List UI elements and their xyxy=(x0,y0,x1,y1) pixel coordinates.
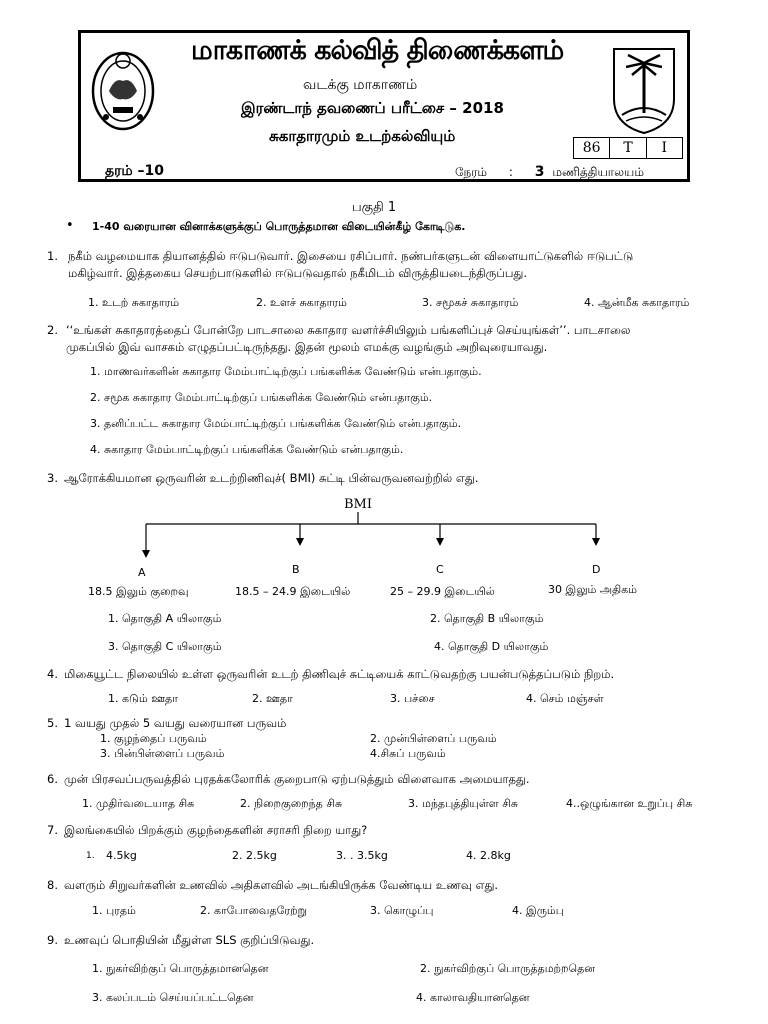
q7-text-line1: இலங்கையில் பிறக்கும் குழந்தைகளின் சராசரி நிறை யாது? xyxy=(64,823,368,837)
q7-option[interactable]: 2. 2.5kg xyxy=(232,849,277,862)
q8-text-line1: வளரும் சிறுவர்களின் உணவில் அதிகளவில் அடங்கியிருக்க வேண்டிய உணவு எது. xyxy=(64,878,499,892)
time-value: 3 xyxy=(534,164,545,180)
branch-arrow-d xyxy=(592,538,600,546)
q7-number: 7. xyxy=(47,823,58,837)
branch-label-a: A xyxy=(138,566,146,579)
exam-name: இரண்டாந் தவணைப் பரீட்சை – 2018 xyxy=(241,99,504,117)
q5-text-line1: 1 வயது முதல் 5 வயது வரையான பருவம் xyxy=(64,716,287,730)
q2-number: 2. xyxy=(47,323,58,337)
branch-arrow-b xyxy=(296,538,304,546)
paper-code-number: 86 xyxy=(574,138,610,158)
q1-text-line1: நகீம் வழமையாக தியானத்தில் ஈடுபடுவார். இசையை ரசிப்பார். நண்பர்களுடன் விளையாட்டுகளில் ஈடுபட்டு xyxy=(68,249,634,263)
range-label-c: 25 – 29.9 இடையில் xyxy=(390,585,495,598)
government-emblem-logo xyxy=(89,47,157,131)
q5-number: 5. xyxy=(47,716,58,730)
range-label-d: 30 இலும் அதிகம் xyxy=(548,583,637,596)
instruction: 1-40 வரையான வினாக்களுக்குப் பொருத்தமான விடையின்கீழ் கோடிடுக. xyxy=(92,220,466,233)
q8-option[interactable]: 4. இரும்பு xyxy=(512,904,564,917)
q4-number: 4. xyxy=(47,667,58,681)
q4-option[interactable]: 1. கடும் ஊதா xyxy=(108,692,178,705)
time-label: நேரம் xyxy=(455,165,488,179)
q4-option[interactable]: 2. ஊதா xyxy=(252,692,293,705)
q9-option[interactable]: 4. காலாவதியானதென xyxy=(416,991,530,1004)
q2-option[interactable]: 1. மாணவர்களின் சுகாதார மேம்பாட்டிற்குப் பங்களிக்க வேண்டும் என்பதாகும். xyxy=(90,365,482,378)
q9-text-line1: உணவுப் பொதியின் மீதுள்ள SLS குறிப்பிடுவது. xyxy=(64,933,315,947)
q6-option[interactable]: 2. நிறைகுறைந்த சிசு xyxy=(240,797,343,810)
q9-option[interactable]: 1. நுகர்விற்குப் பொருத்தமானதென xyxy=(92,962,269,975)
branch-label-d: D xyxy=(592,563,601,576)
paper-code-language: T xyxy=(610,138,646,158)
branch-arrow-c xyxy=(436,538,444,546)
q5-option[interactable]: 4.சிசுப் பருவம் xyxy=(370,747,446,760)
q1-option[interactable]: 4. ஆன்மீக சுகாதாரம் xyxy=(584,296,690,309)
bmi-root-label: BMI xyxy=(344,497,372,512)
range-label-a: 18.5 இலும் குறைவு xyxy=(88,585,189,598)
q1-option[interactable]: 1. உடற் சுகாதாரம் xyxy=(88,296,180,309)
q3-option[interactable]: 4. தொகுதி D யிலாகும் xyxy=(434,640,549,653)
bullet-icon: • xyxy=(66,218,74,233)
q3-option[interactable]: 3. தொகுதி C யிலாகும் xyxy=(108,640,222,653)
q2-text-line2: முகப்பில் இவ் வாசகம் எழுதப்பட்டிருந்தது. இதன் மூலம் எமக்கு வழங்கும் அறிவுரையாவது. xyxy=(66,340,548,354)
q6-option[interactable]: 4..ஒழுங்கான உறுப்பு சிசு xyxy=(566,797,693,810)
q8-option[interactable]: 3. கொழுப்பு xyxy=(370,904,434,917)
q5-option[interactable]: 3. பின்பிள்ளைப் பருவம் xyxy=(100,747,225,760)
branch-label-c: C xyxy=(436,563,444,576)
q2-option[interactable]: 4. சுகாதார மேம்பாட்டிற்குப் பங்களிக்க வேண்டும் என்பதாகும். xyxy=(90,443,404,456)
q8-option[interactable]: 2. காபோவைதரேற்று xyxy=(200,904,307,917)
exam-header xyxy=(78,30,690,182)
q5-option[interactable]: 2. முன்பிள்ளைப் பருவம் xyxy=(370,732,497,745)
q9-number: 9. xyxy=(47,933,58,947)
q8-number: 8. xyxy=(47,878,58,892)
range-label-b: 18.5 – 24.9 இடையில் xyxy=(235,585,351,598)
province-emblem-logo xyxy=(608,43,680,135)
q2-option[interactable]: 2. சமூக சுகாதார மேம்பாட்டிற்குப் பங்களிக்க வேண்டும் என்பதாகும். xyxy=(90,391,433,404)
q7-option[interactable]: 3. . 3.5kg xyxy=(336,849,388,862)
q2-text-line1: ‘‘உங்கள் சுகாதாரத்தைப் போன்றே பாடசாலை சுகாதார வளர்ச்சியிலும் பங்களிப்புச் செய்யுங்கள்’’. பாடசாலை xyxy=(66,323,631,337)
q3-number: 3. xyxy=(47,471,58,485)
branch-arrow-a xyxy=(142,550,150,558)
q7-option-number: 1. xyxy=(86,851,95,861)
q9-option[interactable]: 2. நுகர்விற்குப் பொருத்தமற்றதென xyxy=(420,962,595,975)
q7-option[interactable]: 4.5kg xyxy=(106,849,137,862)
branch-label-b: B xyxy=(292,563,300,576)
q3-option[interactable]: 2. தொகுதி B யிலாகும் xyxy=(430,612,544,625)
time-info xyxy=(455,164,644,181)
time-unit: மணித்தியாலயம் xyxy=(552,165,644,179)
time-separator: : xyxy=(508,165,513,179)
q4-option[interactable]: 4. செம் மஞ்சள் xyxy=(526,692,604,705)
q3-text-line1: ஆரோக்கியமான ஒருவரின் உடற்றிணிவுச்( BMI) சுட்டி பின்வருவனவற்றில் எது. xyxy=(64,471,479,485)
q6-text-line1: முன் பிரசவப்பருவத்தில் புரதக்கலோரிக் குறைபாடு ஏற்படுத்தும் விளைவாக அமையாதது. xyxy=(64,772,530,786)
q3-option[interactable]: 1. தொகுதி A யிலாகும் xyxy=(108,612,222,625)
q5-option[interactable]: 1. குழந்தைப் பருவம் xyxy=(100,732,207,745)
q6-option[interactable]: 3. மந்தபுத்தியுள்ள சிசு xyxy=(408,797,518,810)
paper-code-part: I xyxy=(661,140,668,156)
bmi-diagram xyxy=(0,490,768,560)
q1-option[interactable]: 2. உளச் சுகாதாரம் xyxy=(256,296,347,309)
q2-option[interactable]: 3. தனிப்பட்ட சுகாதார மேம்பாட்டிற்குப் பங்களிக்க வேண்டும் என்பதாகும். xyxy=(90,417,462,430)
paper-code-box xyxy=(573,137,683,159)
q7-option[interactable]: 4. 2.8kg xyxy=(466,849,511,862)
q1-text-line2: மகிழ்வார். இத்தகைய செயற்பாடுகளில் ஈடுபடுவதால் நகீமிடம் விருத்தியடைந்திருப்பது. xyxy=(68,266,528,280)
q8-option[interactable]: 1. புரதம் xyxy=(92,904,136,917)
department-title: மாகாணக் கல்வித் திணைக்களம் xyxy=(191,35,564,66)
q6-option[interactable]: 1. முதிர்வடையாத சிசு xyxy=(82,797,195,810)
q9-option[interactable]: 3. கலப்படம் செய்யப்பட்டதென xyxy=(92,991,254,1004)
section-title: பகுதி 1 xyxy=(352,200,397,215)
q4-text-line1: மிகையூட்ட நிலையில் உள்ள ஒருவரின் உடற் திணிவுச் சுட்டியைக் காட்டுவதற்கு பயன்படுத்தப்படும் நிறம். xyxy=(64,667,615,681)
q4-option[interactable]: 3. பச்சை xyxy=(390,692,435,705)
q1-option[interactable]: 3. சமூகச் சுகாதாரம் xyxy=(422,296,519,309)
q1-number: 1. xyxy=(47,249,58,263)
province-name: வடக்கு மாகாணம் xyxy=(303,77,418,93)
grade-label: தரம் –10 xyxy=(105,163,164,179)
q6-number: 6. xyxy=(47,772,58,786)
subject-name: சுகாதாரமும் உடற்கல்வியும் xyxy=(269,127,456,145)
